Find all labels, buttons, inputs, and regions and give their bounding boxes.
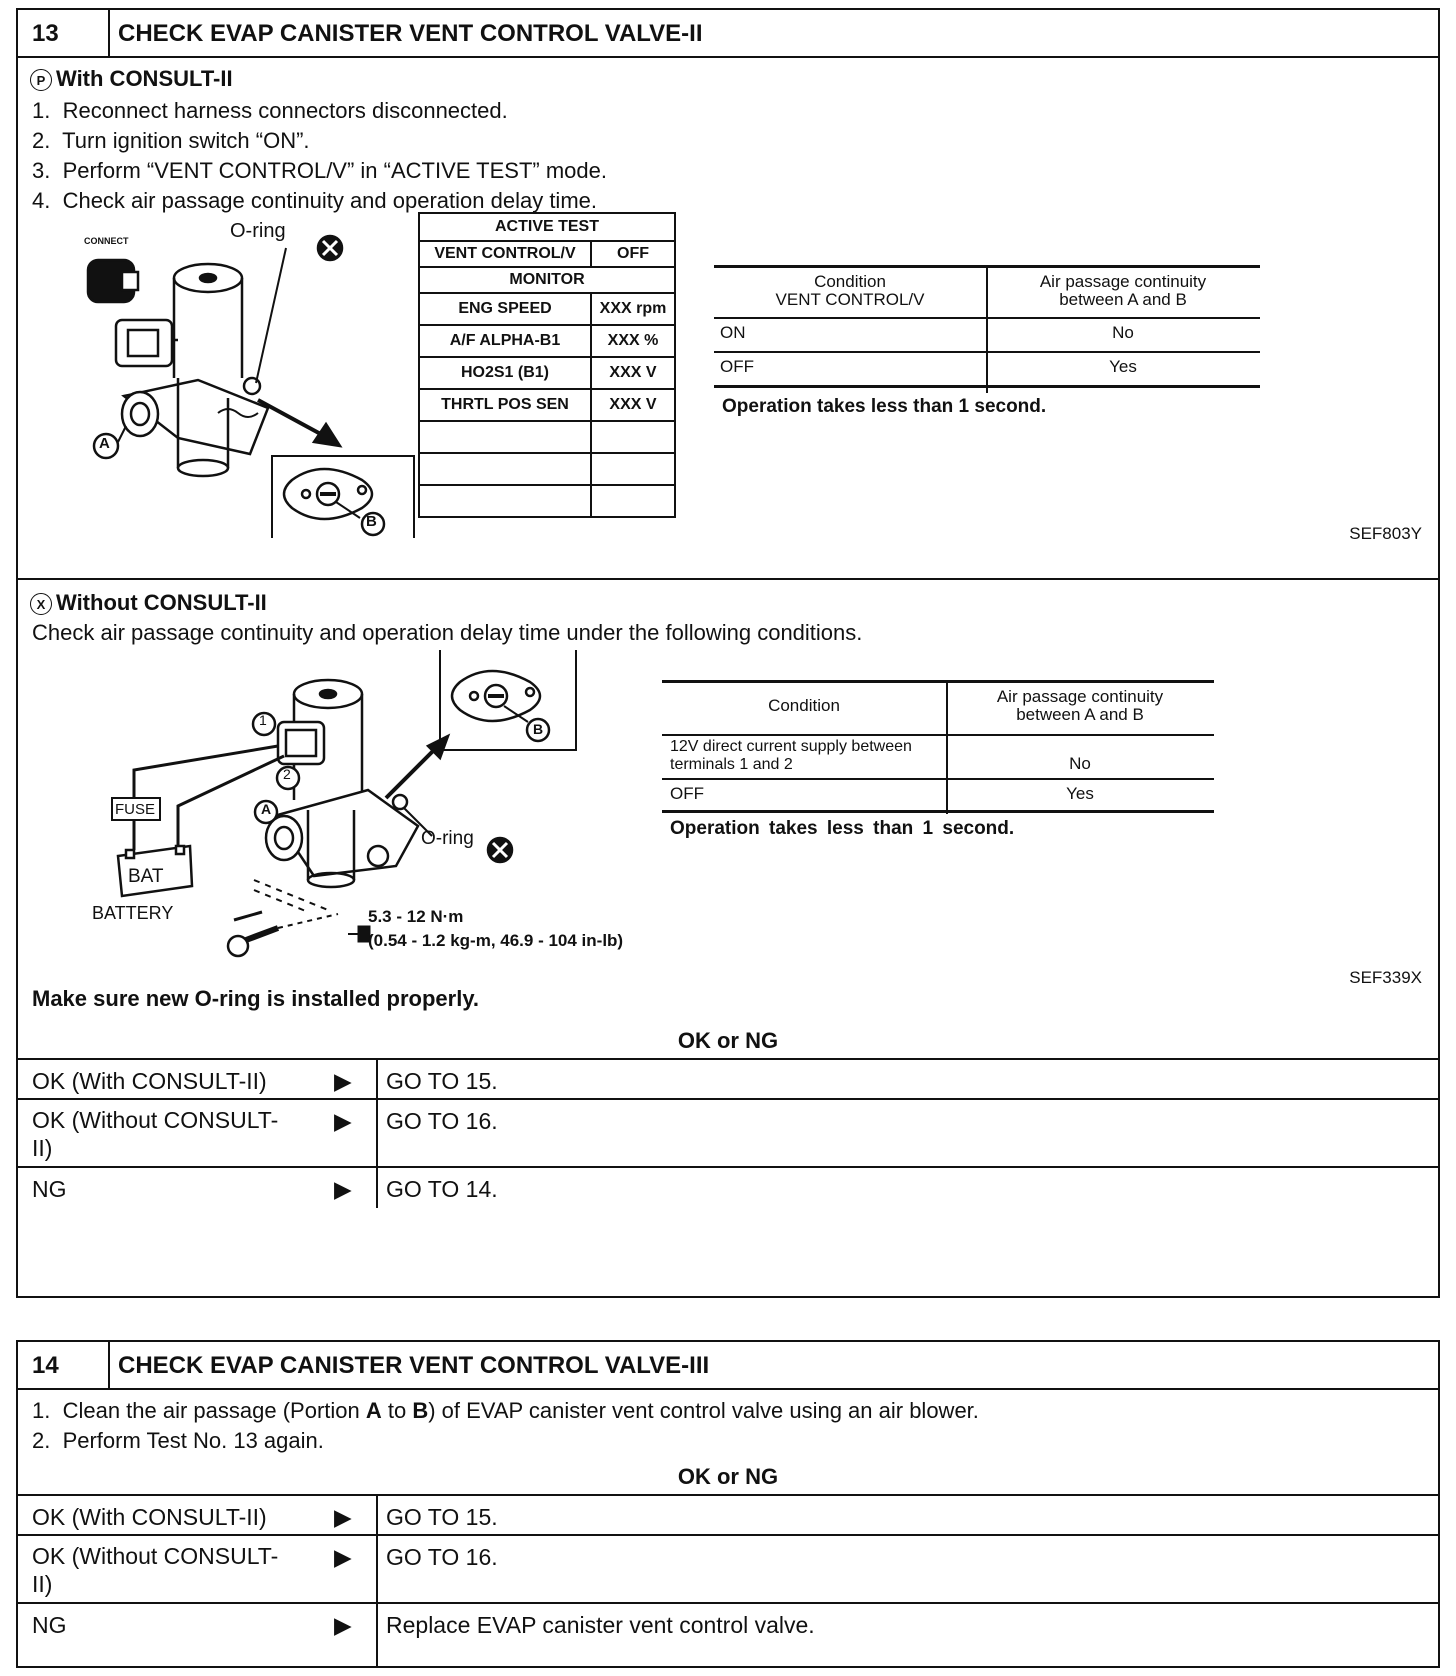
step-14-header bbox=[18, 1342, 1438, 1390]
monitor-value: XXX rpm bbox=[591, 293, 675, 325]
oring-label: O-ring bbox=[230, 220, 286, 242]
arrow-icon: ▶ bbox=[334, 1176, 352, 1202]
result-row bbox=[18, 1602, 1438, 1668]
continuity-head-sub: between A and B bbox=[1059, 290, 1187, 309]
condition-cell: OFF bbox=[670, 784, 704, 803]
label-b: B bbox=[533, 721, 544, 737]
continuity-head: Air passage continuity bbox=[996, 687, 1164, 706]
battery-label: BATTERY bbox=[92, 903, 174, 923]
without-consult-heading: X Without CONSULT-II bbox=[30, 590, 267, 616]
result-cell: Yes bbox=[1066, 784, 1094, 803]
step-number: 14 bbox=[18, 1342, 110, 1388]
arrow-icon: ▶ bbox=[334, 1504, 352, 1530]
result-cell: Yes bbox=[1109, 357, 1137, 376]
step-title: CHECK EVAP CANISTER VENT CONTROL VALVE-II bbox=[118, 20, 703, 47]
result-label: OK (Without CONSULT- II) bbox=[32, 1543, 279, 1597]
result-label: OK (With CONSULT-II) bbox=[32, 1504, 267, 1530]
step-13-header bbox=[18, 10, 1438, 58]
result-label: OK (Without CONSULT- II) bbox=[32, 1107, 279, 1161]
monitor-name: A/F ALPHA-B1 bbox=[419, 325, 591, 357]
active-test-table bbox=[418, 212, 676, 518]
result-row bbox=[18, 1166, 1438, 1208]
result-label: NG bbox=[32, 1612, 67, 1638]
arrow-icon: ▶ bbox=[334, 1612, 352, 1638]
monitor-label: MONITOR bbox=[419, 267, 675, 293]
with-consult-heading: P With CONSULT-II bbox=[30, 66, 233, 92]
monitor-value: XXX % bbox=[591, 325, 675, 357]
terminal-2-label: 2 bbox=[283, 766, 291, 782]
step-14-instruction-2: 2. Perform Test No. 13 again. bbox=[32, 1428, 324, 1453]
terminal-1-label: 1 bbox=[259, 712, 267, 728]
figure-code: SEF803Y bbox=[1349, 524, 1422, 543]
result-action: GO TO 15. bbox=[386, 1068, 498, 1094]
monitor-name: THRTL POS SEN bbox=[419, 389, 591, 421]
result-row bbox=[18, 1534, 1438, 1604]
result-action: Replace EVAP canister vent control valve. bbox=[386, 1612, 815, 1638]
arrow-icon: ▶ bbox=[334, 1544, 352, 1570]
with-consult-step-3: 3. Perform “VENT CONTROL/V” in “ACTIVE TEST” mode. bbox=[32, 158, 607, 183]
step-14-box bbox=[16, 1340, 1440, 1668]
condition-cell: 12V direct current supply between bbox=[670, 738, 912, 755]
result-cell: No bbox=[1112, 323, 1134, 342]
active-test-item: VENT CONTROL/V bbox=[419, 241, 591, 267]
arrow-icon: ▶ bbox=[334, 1108, 352, 1134]
oring-label: O-ring bbox=[421, 828, 474, 849]
continuity-head: Air passage continuity bbox=[1039, 272, 1207, 291]
label-b: B bbox=[366, 513, 377, 530]
no-consult-icon: X bbox=[30, 593, 52, 615]
result-cell: No bbox=[1069, 754, 1091, 773]
monitor-value: XXX V bbox=[591, 357, 675, 389]
active-test-title: ACTIVE TEST bbox=[419, 213, 675, 241]
result-label: NG bbox=[32, 1176, 67, 1202]
torque-spec: 5.3 - 12 N·m (0.54 - 1.2 kg-m, 46.9 - 104 in-lb) bbox=[368, 907, 624, 950]
ok-or-ng-label: OK or NG bbox=[677, 1464, 779, 1489]
operation-note: Operation takes less than 1 second. bbox=[722, 396, 1047, 417]
monitor-value: XXX V bbox=[591, 389, 675, 421]
result-action: GO TO 14. bbox=[386, 1176, 498, 1202]
operation-note: Operation takes less than 1 second. bbox=[670, 818, 1015, 839]
label-a: A bbox=[261, 801, 272, 817]
step-14-instruction-1: 1. Clean the air passage (Portion A to B) of EVAP canister vent control valve using an air blower. bbox=[32, 1398, 979, 1423]
oring-warning: Make sure new O-ring is installed properly. bbox=[32, 986, 480, 1011]
figure-code: SEF339X bbox=[1349, 968, 1422, 987]
step-title: CHECK EVAP CANISTER VENT CONTROL VALVE-III bbox=[118, 1352, 710, 1379]
monitor-name: HO2S1 (B1) bbox=[419, 357, 591, 389]
step-13-box bbox=[16, 8, 1440, 1298]
with-consult-step-4: 4. Check air passage continuity and operation delay time. bbox=[32, 188, 597, 213]
condition-head-sub: VENT CONTROL/V bbox=[775, 290, 925, 309]
connect-label: CONNECT bbox=[84, 236, 129, 246]
condition-table-battery bbox=[662, 680, 1214, 816]
without-consult-intro: Check air passage continuity and operation delay time under the following conditions. bbox=[32, 620, 863, 645]
monitor-name: ENG SPEED bbox=[419, 293, 591, 325]
valve-diagram-consult bbox=[68, 228, 448, 578]
result-row bbox=[18, 1098, 1438, 1168]
step-number: 13 bbox=[18, 10, 110, 56]
result-label: OK (With CONSULT-II) bbox=[32, 1068, 267, 1094]
condition-head: Condition bbox=[814, 272, 886, 291]
condition-head: Condition bbox=[768, 696, 840, 715]
condition-table-consult bbox=[714, 265, 1260, 395]
with-consult-step-1: 1. Reconnect harness connectors disconnected. bbox=[32, 98, 508, 123]
bat-label: BAT bbox=[128, 866, 164, 887]
condition-cell: OFF bbox=[720, 357, 754, 376]
arrow-icon: ▶ bbox=[334, 1068, 352, 1094]
active-test-item-value: OFF bbox=[591, 241, 675, 267]
result-action: GO TO 16. bbox=[386, 1544, 498, 1570]
fuse-label: FUSE bbox=[115, 801, 156, 818]
result-action: GO TO 15. bbox=[386, 1504, 498, 1530]
label-a: A bbox=[99, 435, 110, 452]
condition-cell-sub: terminals 1 and 2 bbox=[670, 756, 793, 773]
result-action: GO TO 16. bbox=[386, 1108, 498, 1134]
ok-or-ng-label: OK or NG bbox=[677, 1028, 779, 1053]
consult-icon: P bbox=[30, 69, 52, 91]
result-row bbox=[18, 1494, 1438, 1536]
result-row bbox=[18, 1058, 1438, 1100]
condition-cell: ON bbox=[720, 323, 746, 342]
with-consult-step-2: 2. Turn ignition switch “ON”. bbox=[32, 128, 310, 153]
continuity-head-sub: between A and B bbox=[1016, 705, 1144, 724]
